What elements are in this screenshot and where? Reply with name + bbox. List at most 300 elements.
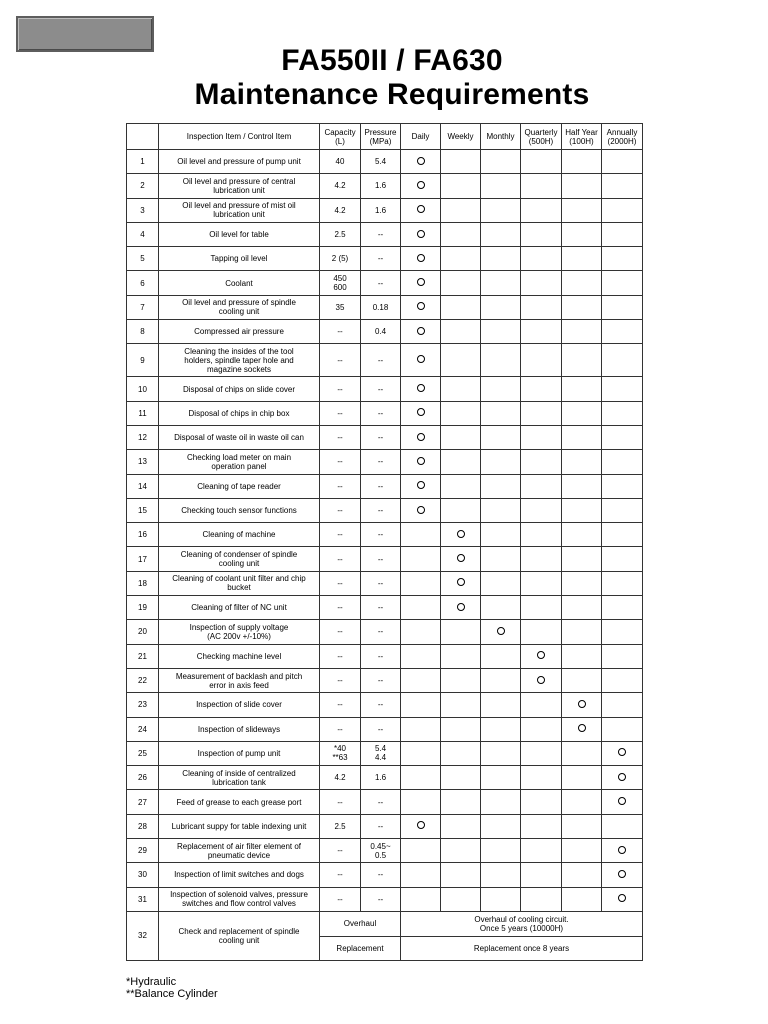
row-weekly-cell (441, 596, 481, 620)
row-item (159, 766, 320, 790)
row-weekly-cell (441, 401, 481, 425)
row-halfyear-cell (562, 425, 602, 449)
row-quarterly-cell (521, 863, 562, 887)
rows.15.item-line: Cleaning of machine (202, 530, 276, 540)
header-monthly: Monthly (481, 124, 521, 150)
row-capacity (320, 271, 361, 295)
table-row (127, 523, 643, 547)
row-pressure (361, 150, 401, 174)
row-capacity (320, 741, 361, 765)
row-daily-cell (401, 222, 441, 246)
row-number: 14 (127, 474, 159, 498)
row-monthly-cell (481, 247, 521, 271)
row-daily-cell (401, 247, 441, 271)
row-number: 29 (127, 839, 159, 863)
row-number: 19 (127, 596, 159, 620)
rows.8.pres-line: -- (377, 355, 384, 365)
row-daily-cell (401, 523, 441, 547)
rows.29.item-line: Inspection of limit switches and dogs (174, 870, 304, 880)
row-annually-cell (602, 247, 643, 271)
rows.29.cap-line: -- (337, 870, 343, 880)
row-daily-cell (401, 150, 441, 174)
row-daily-cell (401, 814, 441, 838)
row-capacity (320, 498, 361, 522)
headers.quarterly-line: Quarterly (524, 127, 558, 137)
table-row (127, 668, 643, 692)
row-pressure (361, 377, 401, 401)
table-row (127, 814, 643, 838)
row-weekly-cell (441, 150, 481, 174)
row-quarterly-cell (521, 401, 562, 425)
rows.26.item-line: Feed of grease to each grease port (176, 797, 302, 807)
row-pressure (361, 295, 401, 319)
row-daily-cell (401, 839, 441, 863)
row-pressure (361, 766, 401, 790)
row-capacity (320, 571, 361, 595)
row-pressure (361, 425, 401, 449)
row-pressure (361, 693, 401, 717)
check-mark-icon (417, 205, 425, 213)
rows.5.pres-line: -- (377, 278, 384, 288)
row-annually-cell (602, 644, 643, 668)
row-weekly-cell (441, 620, 481, 644)
rows.1.pres-line: 1.6 (374, 181, 387, 191)
row-quarterly-cell (521, 644, 562, 668)
row-number: 28 (127, 814, 159, 838)
row-daily-cell (401, 425, 441, 449)
rows.22.pres-line: -- (377, 700, 384, 710)
table-row (127, 596, 643, 620)
table-row (127, 222, 643, 246)
table-row (127, 741, 643, 765)
row-halfyear-cell (562, 498, 602, 522)
row-weekly-cell (441, 814, 481, 838)
row-weekly-cell (441, 247, 481, 271)
check-mark-icon (417, 506, 425, 514)
row-annually-cell (602, 498, 643, 522)
row-quarterly-cell (521, 887, 562, 911)
table-row (127, 839, 643, 863)
row-capacity (320, 863, 361, 887)
rows.27.pres-line: -- (377, 821, 384, 831)
row-monthly-cell (481, 766, 521, 790)
row-annually-cell (602, 814, 643, 838)
check-mark-icon (537, 651, 545, 659)
rows.28.pres-line: 0.45~ (370, 841, 391, 851)
row-weekly-cell (441, 474, 481, 498)
table-row (127, 766, 643, 790)
row-halfyear-cell (562, 596, 602, 620)
rows.15.pres-line: -- (377, 530, 384, 540)
row-pressure (361, 523, 401, 547)
row-weekly-cell (441, 644, 481, 668)
row-capacity (320, 222, 361, 246)
check-mark-icon (618, 846, 626, 854)
row-quarterly-cell (521, 450, 562, 474)
header-quarterly (521, 124, 562, 150)
row-pressure (361, 790, 401, 814)
row-halfyear-cell (562, 401, 602, 425)
row-annually-cell (602, 863, 643, 887)
rows.21.item-line: error in axis feed (209, 680, 269, 690)
row-weekly-cell (441, 295, 481, 319)
row-item (159, 344, 320, 377)
row-item (159, 523, 320, 547)
document-title: FA550II / FA630 (281, 44, 503, 77)
row-monthly-cell (481, 693, 521, 717)
row-item (159, 547, 320, 571)
check-mark-icon (497, 627, 505, 635)
header-row (127, 124, 643, 150)
rows.9.pres-line: -- (377, 384, 384, 394)
row-weekly-cell (441, 717, 481, 741)
row-weekly-cell (441, 863, 481, 887)
row-item (159, 717, 320, 741)
rows.4.item-line: Tapping oil level (210, 254, 268, 264)
row-number: 24 (127, 717, 159, 741)
row-item (159, 401, 320, 425)
row-quarterly-cell (521, 198, 562, 222)
rows.25.pres-line: 1.6 (374, 773, 387, 783)
row-annually-cell (602, 320, 643, 344)
row-pressure (361, 474, 401, 498)
row-number: 21 (127, 644, 159, 668)
row-halfyear-cell (562, 295, 602, 319)
row-monthly-cell (481, 596, 521, 620)
row-weekly-cell (441, 425, 481, 449)
row-monthly-cell (481, 644, 521, 668)
table-row (127, 320, 643, 344)
check-mark-icon (537, 676, 545, 684)
headers.annually-line: (2000H) (607, 136, 637, 146)
rows.26.cap-line: -- (337, 797, 343, 807)
row-monthly-cell (481, 271, 521, 295)
row-daily-cell (401, 498, 441, 522)
headers.pressure-line: (MPa) (369, 136, 392, 146)
row-item (159, 863, 320, 887)
row-quarterly-cell (521, 790, 562, 814)
headers.capacity-line: Capacity (324, 127, 356, 137)
row-halfyear-cell (562, 839, 602, 863)
row-item (159, 887, 320, 911)
rows.20.item-line: Checking machine level (196, 651, 282, 661)
headers.capacity-line: (L) (335, 136, 345, 146)
row-monthly-cell (481, 814, 521, 838)
row-item (159, 271, 320, 295)
check-mark-icon (417, 355, 425, 363)
table-row (127, 693, 643, 717)
row-halfyear-cell (562, 377, 602, 401)
rows.22.cap-line: -- (337, 700, 343, 710)
row-annually-cell (602, 547, 643, 571)
row-pressure (361, 620, 401, 644)
row-quarterly-cell (521, 668, 562, 692)
row-daily-cell (401, 474, 441, 498)
row-weekly-cell (441, 766, 481, 790)
row-capacity (320, 174, 361, 198)
row-item (159, 911, 320, 960)
row-number: 12 (127, 425, 159, 449)
row-halfyear-cell (562, 344, 602, 377)
row-number: 5 (127, 247, 159, 271)
check-mark-icon (618, 748, 626, 756)
row-monthly-cell (481, 668, 521, 692)
row-item (159, 150, 320, 174)
rows.16.pres-line: -- (377, 554, 384, 564)
rows.8.item-line: Cleaning the insides of the tool (184, 346, 294, 356)
row-pressure (361, 344, 401, 377)
row-item (159, 668, 320, 692)
row-daily-cell (401, 717, 441, 741)
row-weekly-cell (441, 741, 481, 765)
row-monthly-cell (481, 620, 521, 644)
row-weekly-cell (441, 668, 481, 692)
check-mark-icon (618, 773, 626, 781)
rows.2.item-line: Oil level and pressure of mist oil (182, 201, 296, 211)
row-daily-cell (401, 320, 441, 344)
row-annually-cell (602, 523, 643, 547)
row-pressure (361, 222, 401, 246)
table-row (127, 377, 643, 401)
check-mark-icon (417, 254, 425, 262)
rows.6.pres-line: 0.18 (372, 302, 389, 312)
rows.5.cap-line: 600 (333, 283, 347, 293)
row-pressure (361, 498, 401, 522)
check-mark-icon (618, 870, 626, 878)
row-halfyear-cell (562, 174, 602, 198)
row-pressure (361, 839, 401, 863)
row-capacity (320, 344, 361, 377)
table-row (127, 887, 643, 911)
check-mark-icon (457, 603, 465, 611)
row-pressure (361, 401, 401, 425)
row-capacity (320, 295, 361, 319)
rows.13.cap-line: -- (337, 481, 343, 491)
row-monthly-cell (481, 717, 521, 741)
row-annually-cell (602, 620, 643, 644)
rows.23.cap-line: -- (337, 724, 343, 734)
rows.1.item-line: lubrication unit (213, 185, 265, 195)
row-item (159, 839, 320, 863)
rows.29.pres-line: -- (377, 870, 384, 880)
row-monthly-cell (481, 887, 521, 911)
row-weekly-cell (441, 498, 481, 522)
row-weekly-cell (441, 222, 481, 246)
row-halfyear-cell (562, 222, 602, 246)
rows.30.pres-line: -- (377, 894, 384, 904)
row-halfyear-cell (562, 547, 602, 571)
row-halfyear-cell (562, 150, 602, 174)
rows.6.item-line: cooling unit (218, 307, 260, 317)
table-row (127, 247, 643, 271)
row-daily-cell (401, 668, 441, 692)
row-number: 18 (127, 571, 159, 595)
rows.19.cap-line: -- (337, 627, 343, 637)
row-annually-cell (602, 198, 643, 222)
table-row (127, 644, 643, 668)
rows.18.item-line: Cleaning of filter of NC unit (191, 603, 287, 613)
rows.12.pres-line: -- (377, 457, 384, 467)
row-number: 22 (127, 668, 159, 692)
rows.0.item-line: Oil level and pressure of pump unit (177, 157, 301, 167)
rows.16.item-line: Cleaning of condenser of spindle (180, 550, 298, 560)
rows.28.item-line: Replacement of air filter element of (176, 841, 302, 851)
row-monthly-cell (481, 377, 521, 401)
row-weekly-cell (441, 320, 481, 344)
rows.21.item-line: Measurement of backlash and pitch (175, 671, 303, 681)
row-capacity (320, 887, 361, 911)
row-number: 25 (127, 741, 159, 765)
check-mark-icon (457, 578, 465, 586)
footnotes (126, 976, 218, 1000)
table-row (127, 198, 643, 222)
row-monthly-cell (481, 839, 521, 863)
rows.10.item-line: Disposal of chips in chip box (188, 408, 290, 418)
rows.16.item-line: cooling unit (218, 559, 260, 569)
row-daily-cell (401, 693, 441, 717)
row-pressure (361, 450, 401, 474)
row-daily-cell (401, 377, 441, 401)
row-number: 4 (127, 222, 159, 246)
row-annually-cell (602, 790, 643, 814)
row-pressure (361, 596, 401, 620)
rows.1.item-line: Oil level and pressure of central (182, 176, 296, 186)
row-quarterly-cell (521, 271, 562, 295)
table-row (127, 474, 643, 498)
row-capacity (320, 814, 361, 838)
row-halfyear-cell (562, 247, 602, 271)
row-monthly-cell (481, 523, 521, 547)
row-daily-cell (401, 547, 441, 571)
row32.overhaul_text-line: Overhaul of cooling circuit. (474, 914, 569, 924)
row-number: 9 (127, 344, 159, 377)
row-item (159, 741, 320, 765)
rows.6.cap-line: 35 (335, 302, 345, 312)
row-halfyear-cell (562, 474, 602, 498)
row-monthly-cell (481, 295, 521, 319)
check-mark-icon (457, 530, 465, 538)
row-monthly-cell (481, 401, 521, 425)
row32.item-line: cooling unit (218, 935, 260, 945)
row-capacity (320, 839, 361, 863)
row-monthly-cell (481, 474, 521, 498)
row-halfyear-cell (562, 741, 602, 765)
headers.annually-line: Annually (606, 127, 638, 137)
rows.5.cap-line: 450 (333, 274, 347, 284)
row-capacity (320, 766, 361, 790)
row-number: 20 (127, 620, 159, 644)
row-annually-cell (602, 766, 643, 790)
rows.23.pres-line: -- (377, 724, 384, 734)
rows.24.cap-line: **63 (332, 753, 348, 763)
row-annually-cell (602, 425, 643, 449)
row-daily-cell (401, 344, 441, 377)
rows.20.pres-line: -- (377, 651, 384, 661)
row-pressure (361, 668, 401, 692)
row-pressure (361, 887, 401, 911)
header-weekly: Weekly (441, 124, 481, 150)
row-quarterly-cell (521, 741, 562, 765)
headers.pressure-line: Pressure (364, 127, 397, 137)
rows.7.cap-line: -- (337, 327, 343, 337)
row-quarterly-cell (521, 498, 562, 522)
row-daily-cell (401, 450, 441, 474)
rows.17.item-line: Cleaning of coolant unit filter and chip (172, 574, 306, 584)
rows.7.item-line: Compressed air pressure (194, 327, 284, 337)
row-number: 26 (127, 766, 159, 790)
rows.1.cap-line: 4.2 (334, 181, 346, 191)
row-item (159, 644, 320, 668)
rows.17.cap-line: -- (337, 578, 343, 588)
row-monthly-cell (481, 425, 521, 449)
headers.halfyear-line: (100H) (569, 136, 594, 146)
rows.26.pres-line: -- (377, 797, 384, 807)
row-halfyear-cell (562, 450, 602, 474)
row-item (159, 295, 320, 319)
row-item (159, 198, 320, 222)
check-mark-icon (578, 700, 586, 708)
row-monthly-cell (481, 320, 521, 344)
row-quarterly-cell (521, 344, 562, 377)
rows.8.item-line: magazine sockets (206, 364, 272, 374)
row-weekly-cell (441, 547, 481, 571)
overhaul-label: Overhaul (320, 911, 401, 936)
row-number: 11 (127, 401, 159, 425)
check-mark-icon (417, 230, 425, 238)
row-pressure (361, 271, 401, 295)
row-pressure (361, 571, 401, 595)
row-quarterly-cell (521, 596, 562, 620)
row-weekly-cell (441, 377, 481, 401)
row-quarterly-cell (521, 693, 562, 717)
row-annually-cell (602, 839, 643, 863)
row-monthly-cell (481, 547, 521, 571)
rows.23.item-line: Inspection of slideways (197, 724, 281, 734)
row-halfyear-cell (562, 571, 602, 595)
row-weekly-cell (441, 887, 481, 911)
rows.27.item-line: Lubricant suppy for table indexing unit (171, 821, 307, 831)
row-annually-cell (602, 150, 643, 174)
table-row (127, 295, 643, 319)
row-item (159, 425, 320, 449)
row-capacity (320, 693, 361, 717)
header-no (127, 124, 159, 150)
row-annually-cell (602, 571, 643, 595)
row-daily-cell (401, 644, 441, 668)
row-item (159, 571, 320, 595)
rows.5.item-line: Coolant (225, 278, 253, 288)
rows.25.item-line: Cleaning of inside of centralized (182, 768, 296, 778)
rows.6.item-line: Oil level and pressure of spindle (182, 298, 296, 308)
row-monthly-cell (481, 741, 521, 765)
row-capacity (320, 425, 361, 449)
rows.28.cap-line: -- (337, 846, 343, 856)
row-quarterly-cell (521, 174, 562, 198)
replacement-text: Replacement once 8 years (401, 936, 643, 960)
rows.24.pres-line: 4.4 (374, 753, 387, 763)
row-number: 2 (127, 174, 159, 198)
rows.2.pres-line: 1.6 (374, 205, 387, 215)
rows.14.cap-line: -- (337, 506, 343, 515)
table-row (127, 174, 643, 198)
row-capacity (320, 377, 361, 401)
row-quarterly-cell (521, 717, 562, 741)
row-item (159, 222, 320, 246)
rows.2.item-line: lubrication unit (213, 210, 265, 220)
row-weekly-cell (441, 790, 481, 814)
row-pressure (361, 814, 401, 838)
rows.13.pres-line: -- (377, 481, 384, 491)
